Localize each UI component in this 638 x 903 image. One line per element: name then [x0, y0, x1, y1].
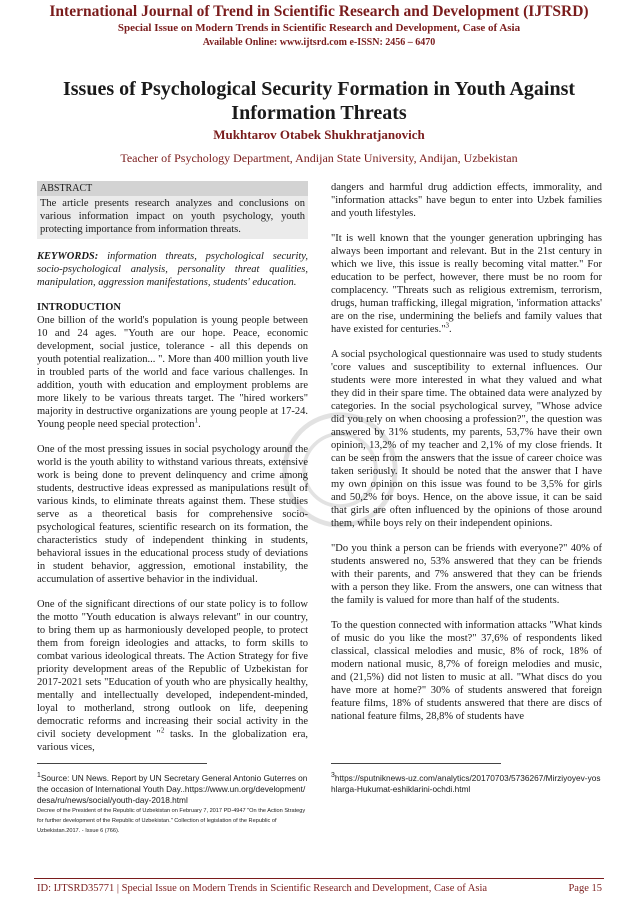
footnote-2: Decree of the President of the Republic of Uzbekistan on February 7, 2017 PD-4947 "On the Action Strategy for further development of the Republic of Uzbekistan." Collection of legislation of the Republic of Uzbekistan.2017. - Issue 6 (766).: [37, 807, 306, 834]
body-paragraph-1: dangers and harmful drug addiction effects, immorality, and "information attacks" have begun to enter into Uzbek families and youth lifestyles.: [331, 182, 602, 219]
intro-paragraph-1: One billion of the world's population is young people between 10 and 24 ages. "Youth are our hope. Peace, economic development, social justice, tolerance - all this depends on youth potential realization... ". More than 400 million youth live in troubled parts of the world and face various challenges. In addition, youth with education and employment problems are more likely to be various threats target. The "hired workers" majority in destructive organizations are young people at 17-24. Young people need special protection$^1$.: [37, 315, 308, 430]
footnote-divider: [331, 763, 501, 764]
left-column: [37, 181, 308, 766]
introduction-heading: INTRODUCTION: [37, 302, 122, 313]
footer-id-text: ID: IJTSRD35771 | Special Issue on Modern Trends in Scientific Research and Development, Case of Asia: [37, 883, 488, 894]
footer-divider: [34, 878, 604, 879]
footnote-3: $^3$https://sputniknews-uz.com/analytics/20170703/5736267/Mirziyoyev-yoshlarga-Hukumat-eshiklarini-ochdi.html: [331, 772, 601, 794]
body-paragraph-5: To the question connected with information attacks "What kinds of music do you like the most?" 37,6% of respondents liked classical, classical melodies and music, 8% of rock, 18% of modern national music, 8,7% of foreign melodies and music, and (21,5%) did not listen to music at all. "What discs do you have more at home?" 30% of students answered that foreign feature films, 18% of students answered that there are discs of national feature films, 28,8% of students have: [331, 620, 602, 722]
journal-title: International Journal of Trend in Scientific Research and Development (IJTSRD): [49, 3, 589, 20]
footnote-1: $^1$Source: UN News. Report by UN Secretary General Antonio Guterres on the occasion of International Youth Day..https://www.un.org/development/desa/ru/news/social/youth-day-2018.html: [37, 772, 308, 805]
abstract-text: The article presents research analyzes and conclusions on various information impact on youth psychology, youth protecting importance from information threats.: [40, 198, 305, 235]
special-issue-line: Special Issue on Modern Trends in Scientific Research and Development, Case of Asia: [117, 22, 521, 34]
abstract-box: [37, 181, 308, 239]
body-paragraph-3: A social psychological questionnaire was used to study students 'core values and susceptibility to external influences. Our students were more interested in what they valued and what they did in their spare time. The obtained data were analyzed by categories. In the social psychological survey, "Whose advice did you rely on when choosing a profession?", the question was answered by 31% students, my parents, 53,7% have their own opinion, 13,2% of my teacher and 2,1% of my close friends. It can be seen from the answers that the issue of career choice was taken seriously. It should be noted that the answer that I have my own opinion on this issue was found to be 3,5% for girls and 50,2% for boys. Hence, on the above issue, it can be said that girls are often influenced by the opinions of those around them, while boys rely on their independent opinions.: [331, 349, 602, 529]
keywords-label: KEYWORDS:: [37, 251, 99, 262]
footnote-divider: [37, 763, 207, 764]
right-column: [331, 181, 602, 735]
keywords: [37, 250, 308, 289]
body-paragraph-2: "It is well known that the younger generation upbringing has always been important and relevant. But in the 21st century in which we live, this issue is really becoming vital matter." For education to be perfect, however, there must be no room for complacency. "Threats such as religious extremism, terrorism, drugs, human trafficking, illegal migration, 'information attacks' are on the rise, undermining the beliefs and family values that have existed for centuries."$^3$.: [331, 233, 602, 335]
page-number: Page 15: [568, 883, 602, 894]
keywords-text: information threats, psychological security, socio-psychological analysis, personality threat qualities, manipulation, aggression manifestations, students' education.: [37, 251, 309, 288]
footnotes-left: [37, 763, 308, 836]
author-name: Mukhtarov Otabek Shukhratjanovich: [213, 127, 425, 142]
abstract-heading: ABSTRACT: [37, 181, 308, 196]
author-affiliation: Teacher of Psychology Department, Andijan State University, Andijan, Uzbekistan: [120, 151, 518, 165]
footnote-ref[interactable]: 2: [160, 726, 165, 735]
footnote-ref[interactable]: 1: [194, 416, 199, 425]
intro-paragraph-2: One of the most pressing issues in social psychology around the world is the youth ability to withstand various threats, extensive work is being done to prevent delinquency and crime among students, destructive ideas expressed as manipulations result of various kinds, to eliminate threats against them. These studies serve as a theoretical basis for comprehensive socio-psychological features, scientific research on its formation, the characteristics study of independent thinking in students, behavioral issues in the educational process study of deviations in student behavior, aggression, emotional instability, the accumulation of assertive behavior in the individual.: [37, 444, 308, 585]
footnote-ref[interactable]: 3: [445, 321, 449, 330]
footnotes-right: [331, 763, 602, 795]
paper-title: Issues of Psychological Security Formation in Youth Against Information Threats: [62, 78, 576, 124]
intro-paragraph-3: One of the significant directions of our state policy is to follow the motto "Youth education is always relevant" in our country, to bring them up as harmoniously developed people, to protect them from foreign ideologies and attacks, to form skills to combat various ideological threats. The Action Strategy for five priority development areas of the Republic of Uzbekistan for 2017-2021 sets "Education of youth who are physically healthy, mentally and intellectually developed, independent-minded, loyal to motherland, strong outlook on life, deepening democratic reforms and increasing their social activity in the civil society development "$^2$ tasks. In the globalization era, various vices,: [37, 599, 308, 753]
body-paragraph-4: "Do you think a person can be friends with everyone?" 40% of students answered no, 53% answered that they can be friends with their parents, and 7% answered that they can be friends with a person they like. From the answers, one can witness that the family is valued for more than half of the students.: [331, 543, 602, 606]
availability-line: Available Online: www.ijtsrd.com e-ISSN: 2456 – 6470: [202, 37, 436, 48]
